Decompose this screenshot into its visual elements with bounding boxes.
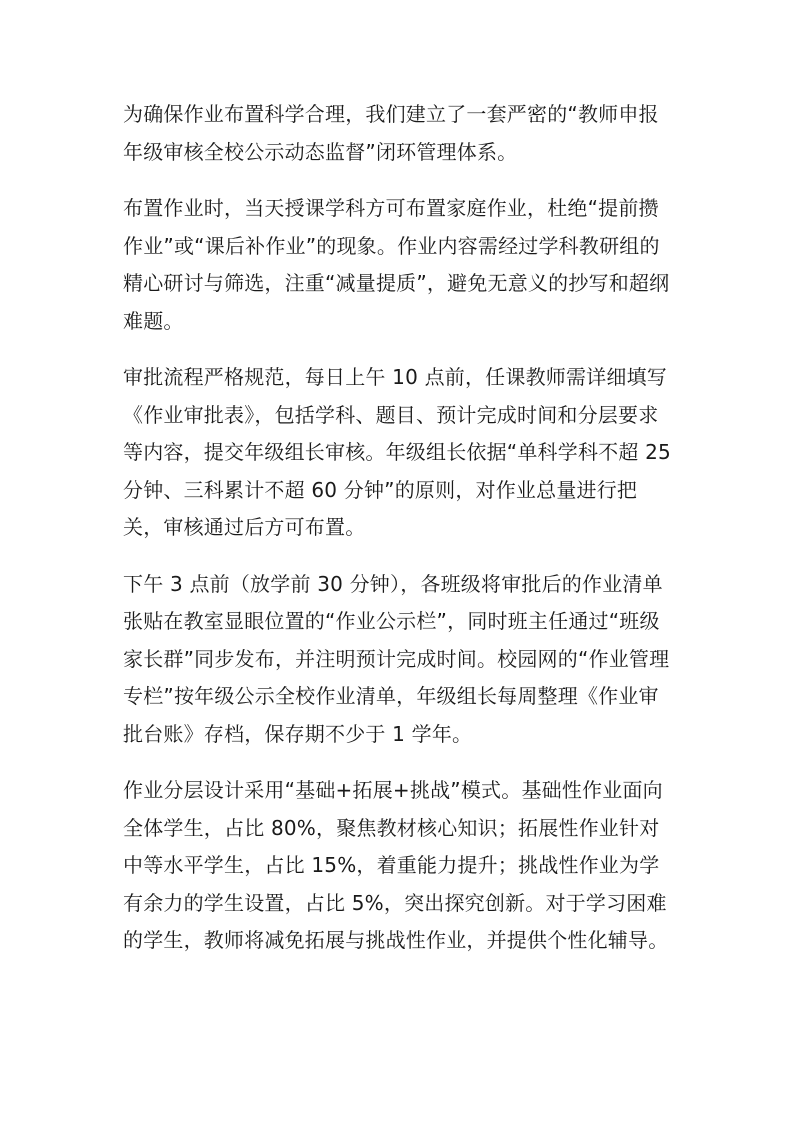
document-body <box>123 96 673 979</box>
paragraph-management-system: 为确保作业布置科学合理，我们建立了一套严密的“教师申报年级审核全校公示动态监督”闭环管理体系。 <box>123 102 659 164</box>
paragraph-publication: 下午 3 点前（放学前 30 分钟），各班级将审批后的作业清单张贴在教室显眼位置的“作业公示栏”，同时班主任通过“班级家长群”同步发布，并注明预计完成时间。校园网的“作业管理专栏”按年级公示全校作业清单，年级组长每周整理《作业审批台账》存档，保存期不少于 1 学年。 <box>123 571 670 746</box>
paragraph-approval-process: 审批流程严格规范，每日上午 10 点前，任课教师需详细填写《作业审批表》，包括学科、题目、预计完成时间和分层要求等内容，提交年级组长审核。年级组长依据“单科学科不超 25 分钟、三科累计不超 60 分钟”的原则，对作业总量进行把关，审核通过后方可布置。 <box>123 365 671 539</box>
paragraph-tiered-design: 作业分层设计采用“基础+拓展+挑战”模式。基础性作业面向全体学生，占比 80%，聚焦教材核心知识；拓展性作业针对中等水平学生，占比 15%，着重能力提升；挑战性作业为学有余力的学生设置，占比 5%，突出探究创新。对于学习困难的学生，教师将减免拓展与挑战性作业，并提供个性化辅导。 <box>123 778 669 952</box>
paragraph-assignment-rules: 布置作业时，当天授课学科方可布置家庭作业，杜绝“提前攒作业”或“课后补作业”的现象。作业内容需经过学科教研组的精心研讨与筛选，注重“减量提质”，避免无意义的抄写和超纲难题。 <box>123 196 670 333</box>
